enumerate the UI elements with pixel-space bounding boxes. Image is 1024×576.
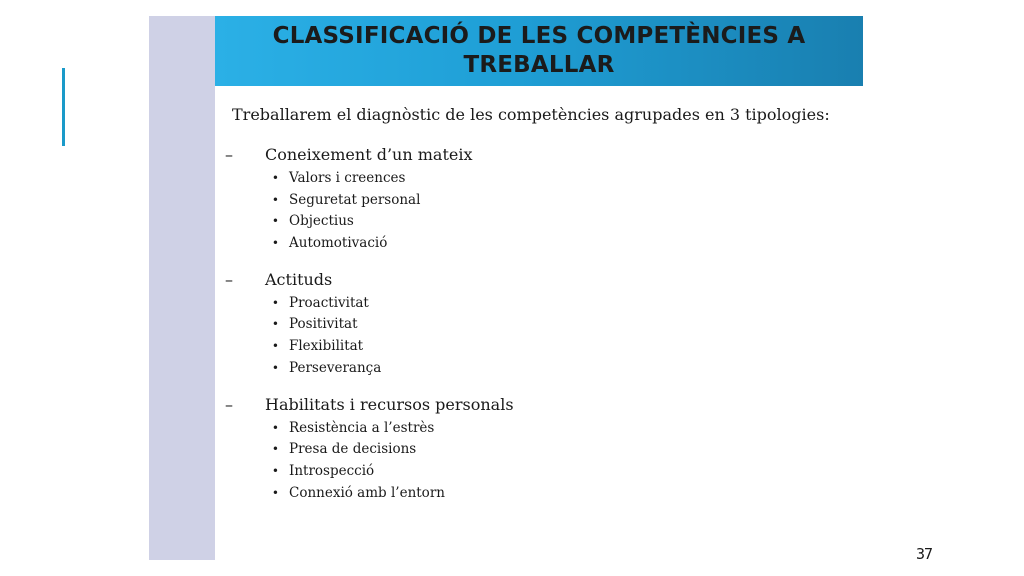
list-item [215, 314, 875, 336]
group-label: Coneixement d’un mateix [265, 145, 473, 164]
title-bar [215, 16, 863, 86]
list-item [215, 168, 875, 190]
intro-text: Treballarem el diagnòstic de les competències agrupades en 3 tipologies: [232, 105, 830, 124]
bullet-marker: • [271, 463, 279, 478]
item-label: Proactivitat [289, 294, 369, 311]
bullet-marker: • [271, 317, 279, 332]
bullet-marker: • [271, 295, 279, 310]
dash-marker: – [225, 394, 233, 414]
list-item [215, 190, 875, 212]
list-item [215, 418, 875, 440]
item-label: Positivitat [289, 316, 358, 333]
competence-list [215, 418, 875, 505]
item-label: Flexibilitat [289, 338, 364, 355]
list-item [215, 439, 875, 461]
list-item [215, 461, 875, 483]
list-item [215, 483, 875, 505]
group-heading [215, 269, 875, 291]
bullet-marker: • [271, 420, 279, 435]
competence-group [215, 269, 875, 380]
group-label: Habilitats i recursos personals [265, 394, 514, 414]
side-band [149, 16, 215, 560]
bullet-marker: • [271, 192, 279, 207]
item-label: Connexió amb l’entorn [289, 484, 445, 501]
item-label: Valors i creences [289, 170, 406, 186]
bullet-marker: • [271, 485, 279, 500]
group-heading [215, 394, 875, 416]
dash-marker: – [225, 269, 233, 289]
bullet-marker: • [271, 360, 279, 375]
competence-list [215, 293, 875, 380]
list-item [215, 293, 875, 315]
bullet-marker: • [271, 171, 279, 185]
list-item [215, 211, 875, 233]
list-item [215, 233, 875, 255]
item-label: Presa de decisions [289, 441, 417, 458]
bullet-marker: • [271, 339, 279, 354]
item-label: Automotivació [289, 235, 388, 252]
competence-group [215, 144, 875, 255]
item-label: Perseverança [289, 359, 382, 376]
list-item [215, 358, 875, 380]
slide-body [215, 98, 875, 504]
item-label: Seguretat personal [289, 191, 421, 208]
competence-group [215, 394, 875, 505]
item-label: Introspecció [289, 462, 375, 479]
list-item [215, 336, 875, 358]
group-heading [215, 144, 875, 166]
competence-list [215, 168, 875, 255]
group-label: Actituds [265, 269, 333, 289]
item-label: Resistència a l’estrès [289, 419, 435, 436]
bullet-marker: • [271, 442, 279, 457]
accent-line [62, 68, 65, 146]
bullet-marker: • [271, 214, 279, 229]
bullet-marker: • [271, 236, 279, 251]
item-label: Objectius [289, 213, 354, 230]
page-number: 37 [915, 545, 932, 563]
dash-marker: – [225, 145, 233, 164]
slide-title: CLASSIFICACIÓ DE LES COMPETÈNCIES A TREBALLAR [272, 23, 806, 78]
